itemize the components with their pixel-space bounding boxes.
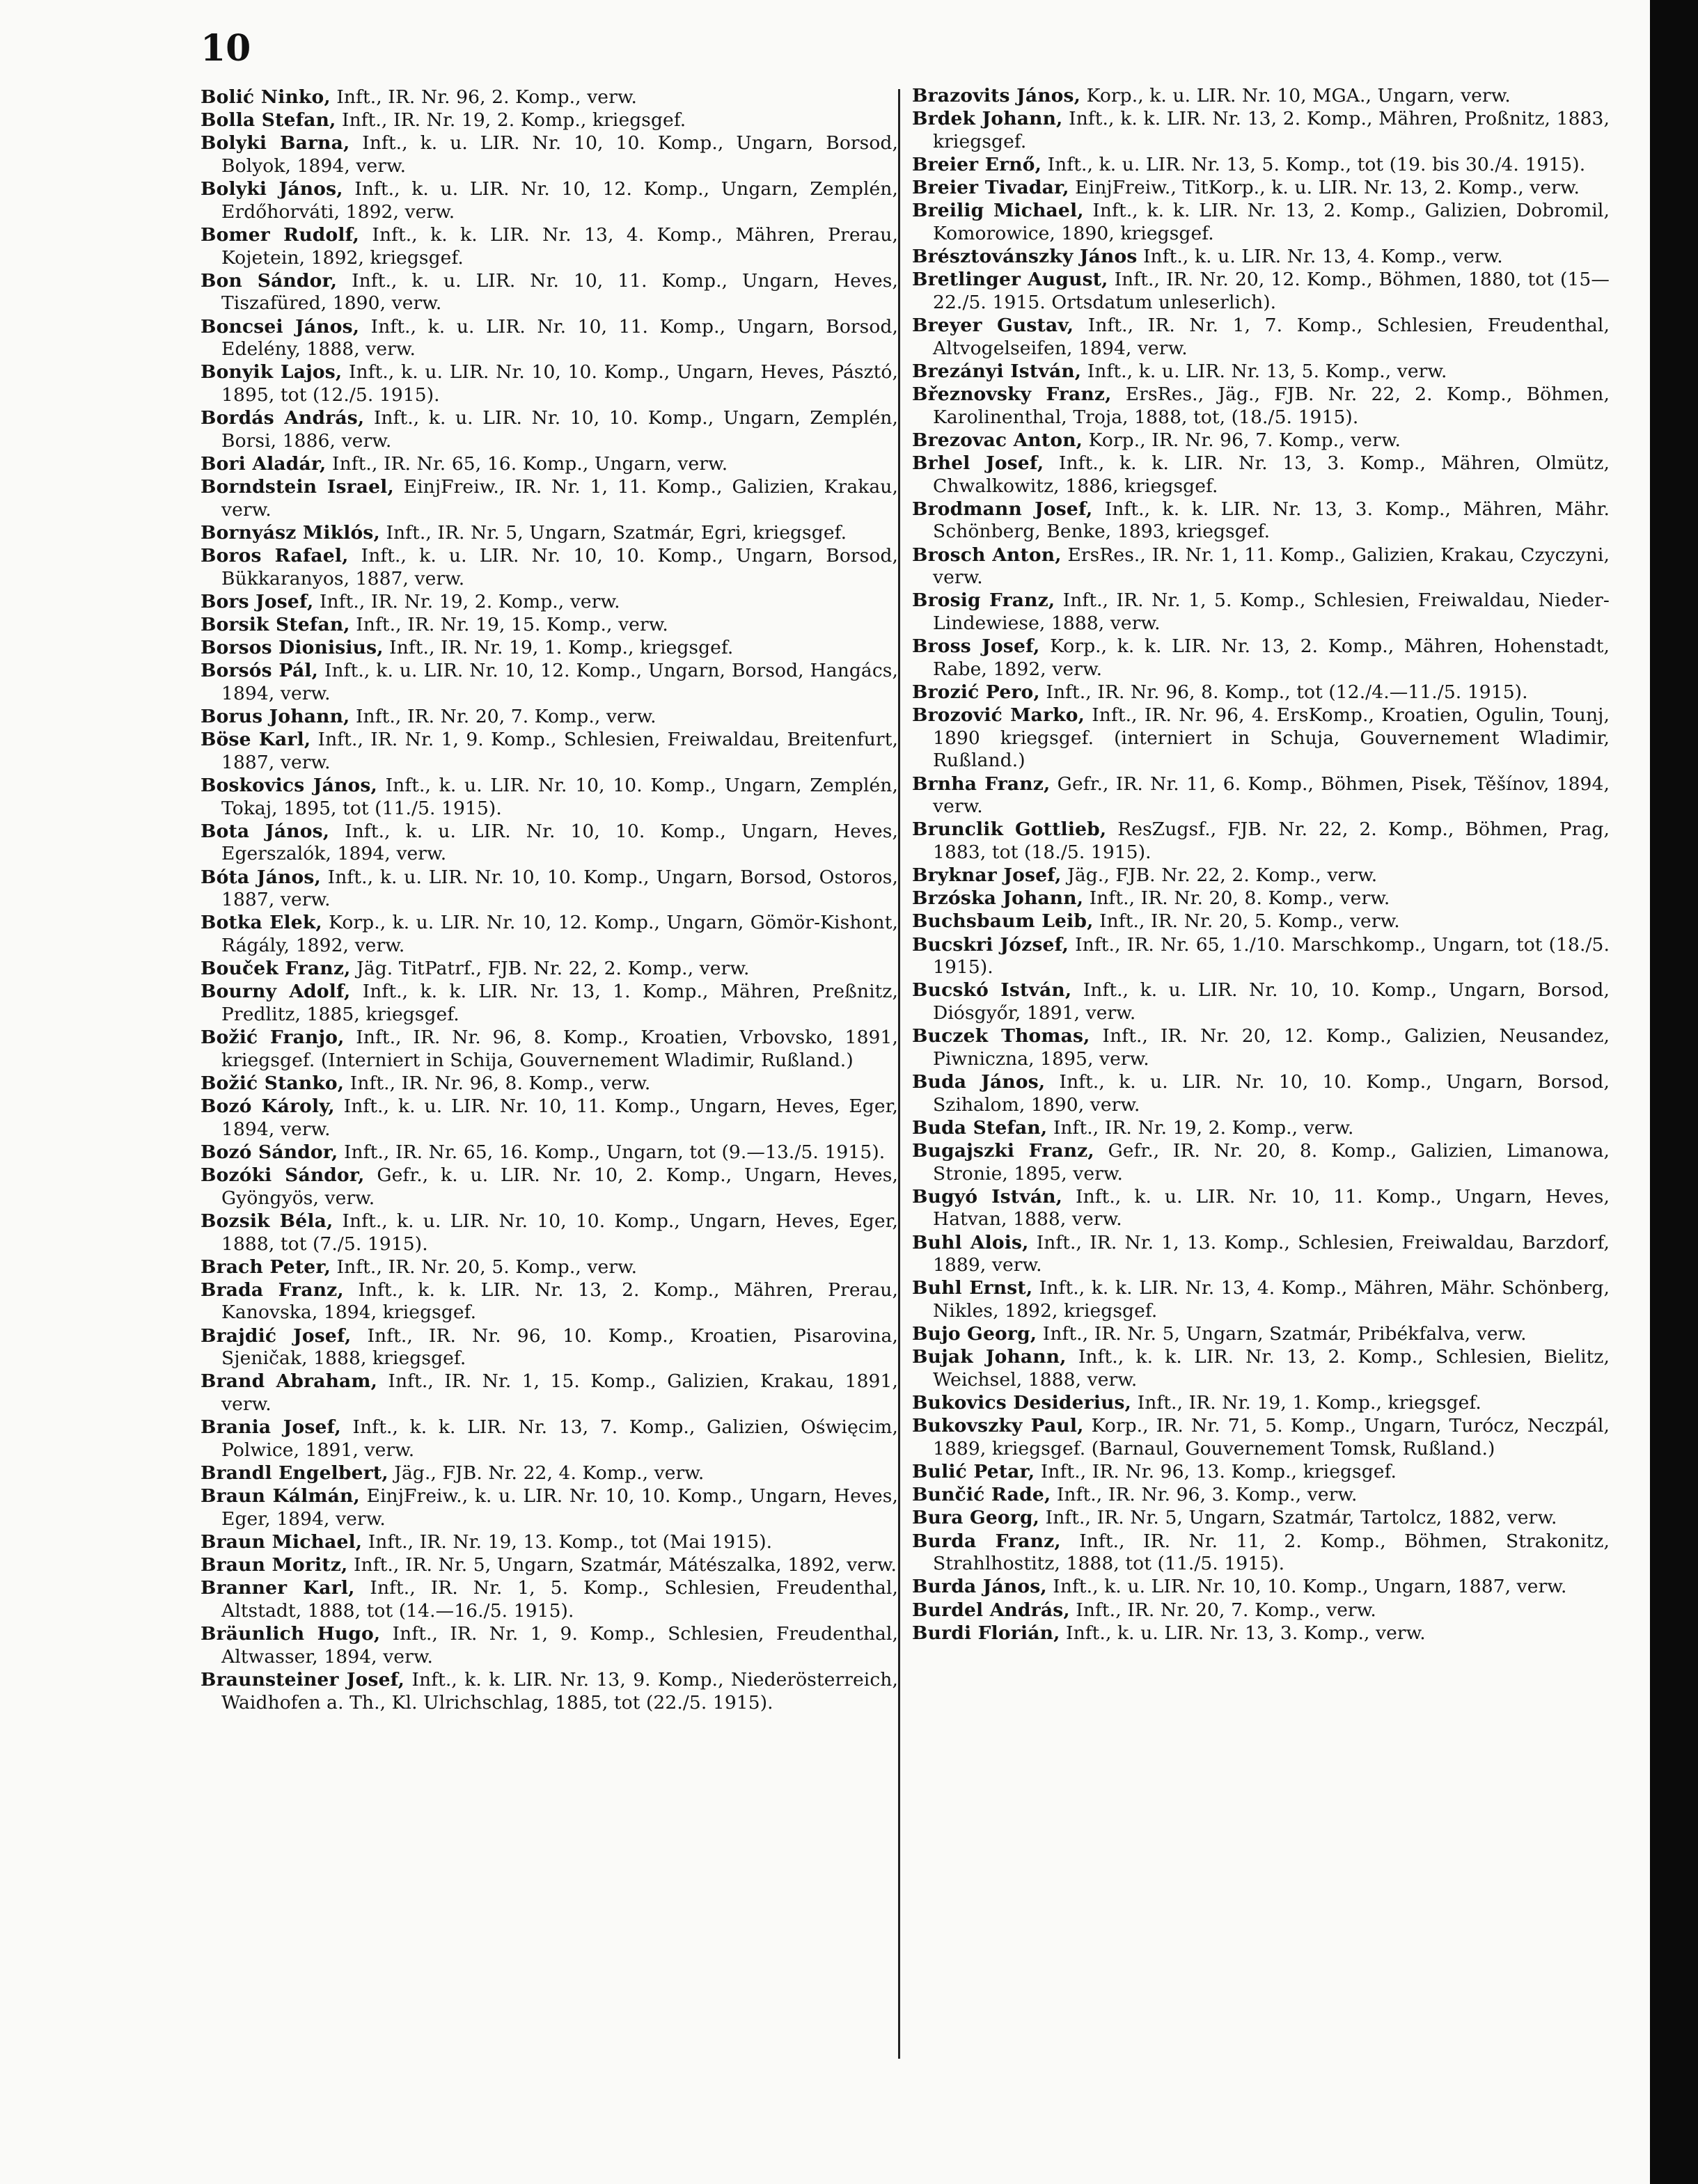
entry-name: Borsos Dionisius, [201,637,384,659]
register-entry [912,1484,1610,1507]
register-entry [912,1507,1610,1530]
entry-name: Braun Michael, [201,1530,363,1553]
entry-name: Bretlinger August, [912,269,1108,291]
register-entry [912,1576,1610,1599]
entry-details: Inft., IR. Nr. 96, 8. Komp., tot (12./4.—11./5. 1915). [1039,681,1528,703]
register-entry [201,132,898,177]
entry-name: Braun Moritz, [201,1554,348,1576]
entry-name: Brania Josef, [201,1416,341,1439]
register-entry [201,637,898,660]
entry-details: Inft., k. u. LIR. Nr. 10, 10. Komp., Ungarn, Borsod, Diósgyőr, 1891, verw. [933,979,1610,1024]
entry-details: Jäg., FJB. Nr. 22, 4. Komp., verw. [388,1462,705,1484]
register-entry [912,177,1610,200]
entry-details: Inft., k. k. LIR. Nr. 13, 2. Komp., Schlesien, Bielitz, Weichsel, 1888, verw. [933,1346,1610,1391]
entry-details: Korp., IR. Nr. 71, 5. Komp., Ungarn, Turócz, Neczpál, 1889, kriegsgef. (Barnaul, Gouvernement Tomsk, Rußland.) [933,1415,1610,1459]
entry-name: Bucskri József, [912,933,1069,956]
entry-name: Borsik Stefan, [201,613,350,635]
entry-name: Brzóska Johann, [912,887,1084,910]
register-entry [201,1073,898,1095]
entry-name: Borus Johann, [201,706,350,728]
entry-details: Inft., k. u. LIR. Nr. 10, 10. Komp., Ungarn, Heves, Eger, 1888, tot (7./5. 1915). [221,1210,898,1255]
register-entry [201,729,898,774]
register-entry [912,887,1610,910]
register-entry [201,224,898,269]
register-entry [912,773,1610,818]
register-entry [912,1392,1610,1415]
entry-details: Inft., k. k. LIR. Nr. 13, 2. Komp., Mähren, Proßnitz, 1883, kriegsgef. [933,108,1610,152]
entry-name: Braun Kálmán, [201,1485,360,1508]
register-entry [201,86,898,109]
entry-name: Bota János, [201,820,330,842]
register-entry [912,1186,1610,1231]
entry-name: Bozó Károly, [201,1095,335,1118]
register-entry [201,1256,898,1279]
register-entry [912,704,1610,773]
entry-name: Božić Franjo, [201,1027,345,1049]
entry-details: Inft., k. u. LIR. Nr. 10, 12. Komp., Ungarn, Borsod, Hangács, 1894, verw. [221,660,898,704]
register-entry [201,1485,898,1530]
register-entry [912,934,1610,979]
entry-name: Brnha Franz, [912,773,1051,795]
register-entry [201,981,898,1026]
entry-name: Brezovac Anton, [912,429,1083,451]
entry-details: EinjFreiw., TitKorp., k. u. LIR. Nr. 13, 2. Komp., verw. [1069,177,1580,199]
register-entry [201,476,898,521]
register-entry [201,1164,898,1210]
entry-details: Inft., IR. Nr. 5, Ungarn, Szatmár, Tartolcz, 1882, verw. [1039,1507,1557,1529]
register-entry [912,1346,1610,1391]
register-entry [912,818,1610,864]
entry-details: Inft., IR. Nr. 19, 15. Komp., verw. [349,613,668,635]
entry-name: Brand Abraham, [201,1370,378,1393]
register-entry [201,109,898,132]
entry-name: Bross Josef, [912,635,1040,658]
entry-name: Brezányi István, [912,360,1082,382]
entry-details: Inft., IR. Nr. 19, 1. Komp., kriegsgef. [383,637,734,659]
entry-details: Inft., IR. Nr. 19, 13. Komp., tot (Mai 1915). [362,1530,773,1553]
entry-name: Bolyki János, [201,178,343,200]
entry-details: Inft., k. u. LIR. Nr. 10, 10. Komp., Ungarn, Zemplén, Borsi, 1886, verw. [221,407,898,452]
register-entry [912,681,1610,704]
register-entry [912,544,1610,589]
entry-details: Inft., IR. Nr. 1, 13. Komp., Schlesien, Freiwaldau, Barzdorf, 1889, verw. [933,1231,1610,1276]
register-entry [912,154,1610,177]
register-entry [912,1232,1610,1277]
register-entry [912,1117,1610,1140]
entry-details: Inft., IR. Nr. 20, 7. Komp., verw. [1069,1599,1376,1621]
entry-name: Brosch Anton, [912,544,1062,566]
entry-name: Bujo Georg, [912,1323,1037,1345]
entry-details: Inft., k. k. LIR. Nr. 13, 3. Komp., Mähren, Olmütz, Chwalkowitz, 1886, kriegsgef. [933,452,1610,497]
entry-details: Inft., k. u. LIR. Nr. 10, 11. Komp., Ungarn, Heves, Eger, 1894, verw. [221,1095,898,1140]
register-entry [912,498,1610,544]
entry-name: Brada Franz, [201,1279,344,1301]
register-entry [201,1279,898,1324]
register-entry [201,1462,898,1485]
entry-details: Inft., IR. Nr. 5, Ungarn, Szatmár, Pribékfalva, verw. [1037,1323,1527,1345]
entry-details: Gefr., k. u. LIR. Nr. 10, 2. Komp., Ungarn, Heves, Gyöngyös, verw. [221,1164,898,1209]
register-entry [201,821,898,866]
entry-details: Inft., IR. Nr. 5, Ungarn, Szatmár, Mátészalka, 1892, verw. [347,1554,897,1576]
register-entry [201,270,898,315]
register-entry [201,522,898,545]
entry-name: Boskovics János, [201,775,377,797]
entry-name: Breyer Gustav, [912,315,1074,337]
register-entry [201,867,898,912]
register-entry [912,1415,1610,1460]
entry-name: Brunclik Gottlieb, [912,818,1107,841]
entry-name: Brosig Franz, [912,589,1055,612]
entry-details: Inft., IR. Nr. 96, 13. Komp., kriegsgef. [1035,1461,1397,1482]
register-entry [201,1623,898,1668]
entry-name: Boncsei János, [201,315,360,338]
entry-name: Bura Georg, [912,1507,1040,1529]
register-entry [201,1141,898,1164]
entry-name: Bon Sándor, [201,269,338,292]
entry-details: Inft., k. k. LIR. Nr. 13, 7. Komp., Galizien, Oświęcim, Polwice, 1891, verw. [221,1416,898,1461]
entry-name: Buda János, [912,1070,1046,1093]
entry-name: Borndstein Israel, [201,476,394,498]
entry-details: Inft., k. k. LIR. Nr. 13, 1. Komp., Mähren, Preßnitz, Predlitz, 1885, kriegsgef. [221,981,898,1025]
register-entry [912,383,1610,429]
entry-name: Brazovits János, [912,85,1081,106]
register-entry [912,429,1610,452]
register-entry [912,1599,1610,1622]
entry-details: Gefr., IR. Nr. 20, 8. Komp., Galizien, Limanowa, Stronie, 1895, verw. [933,1139,1610,1185]
entry-name: Bryknar Josef, [912,864,1062,887]
entry-name: Burda János, [912,1576,1047,1598]
entry-name: Breier Ernő, [912,153,1042,175]
entry-name: Buda Stefan, [912,1116,1048,1139]
entry-name: Burdi Florián, [912,1622,1060,1644]
register-entry [201,453,898,476]
entry-details: Jäg. TitPatrf., FJB. Nr. 22, 2. Komp., verw. [350,958,750,980]
entry-name: Bujak Johann, [912,1346,1067,1368]
entry-details: Inft., IR. Nr. 1, 5. Komp., Schlesien, Freudenthal, Altstadt, 1888, tot (14.—16./5. 1915). [221,1577,898,1622]
entry-name: Bozó Sándor, [201,1141,338,1163]
entry-details: Korp., k. u. LIR. Nr. 10, 12. Komp., Ungarn, Gömör-Kishont, Rágály, 1892, verw. [221,912,898,957]
entry-details: Inft., k. u. LIR. Nr. 10, 10. Komp., Ungarn, Heves, Egerszalók, 1894, verw. [221,820,898,865]
register-entry [201,1370,898,1416]
register-entry [201,1669,898,1714]
entry-details: Jäg., FJB. Nr. 22, 2. Komp., verw. [1061,864,1378,887]
register-entry [912,1622,1610,1645]
register-entry [201,361,898,406]
entry-name: Brach Peter, [201,1256,331,1278]
register-entry [912,85,1610,108]
entry-details: Inft., IR. Nr. 65, 16. Komp., Ungarn, verw. [326,452,728,475]
entry-name: Bugyó István, [912,1185,1063,1208]
register-entry [201,178,898,223]
register-entry [912,1071,1610,1116]
entry-details: Inft., k. u. LIR. Nr. 13, 4. Komp., verw. [1137,246,1503,268]
entry-name: Breilig Michael, [912,200,1084,222]
entry-name: Borsós Pál, [201,660,319,682]
entry-details: Korp., k. k. LIR. Nr. 13, 2. Komp., Mähren, Hohenstadt, Rabe, 1892, verw. [933,635,1610,680]
entry-name: Bolyki Barna, [201,132,350,155]
entry-details: Inft., k. k. LIR. Nr. 13, 2. Komp., Mähren, Prerau, Kanovska, 1894, kriegsgef. [221,1279,898,1324]
register-entry [912,1461,1610,1484]
entry-details: Inft., IR. Nr. 20, 5. Komp., verw. [1093,910,1400,933]
entry-details: Inft., k. u. LIR. Nr. 10, 10. Komp., Ungarn, Heves, Pásztó, 1895, tot (12./5. 1915). [221,361,898,406]
entry-details: Inft., IR. Nr. 11, 2. Komp., Böhmen, Strakonitz, Strahlhostitz, 1888, tot (11./5. 1915). [933,1530,1610,1575]
entry-name: Bolić Ninko, [201,86,331,108]
register-entry [201,1531,898,1554]
entry-details: Inft., k. k. LIR. Nr. 13, 9. Komp., Niederösterreich, Waidhofen a. Th., Kl. Ulrichschlag, 1885, tot (22./5. 1915). [221,1668,898,1714]
register-entry [912,452,1610,498]
entry-details: Inft., IR. Nr. 96, 8. Komp., Kroatien, Vrbovsko, 1891, kriegsgef. (Interniert in Schija, Gouvernement Wladimir, Rußland.) [221,1027,898,1071]
entry-details: Inft., IR. Nr. 19, 2. Komp., verw. [313,590,620,612]
entry-details: Inft., k. u. LIR. Nr. 13, 5. Komp., tot (19. bis 30./4. 1915). [1041,153,1586,175]
right-column [912,85,1610,1645]
entry-name: Bukovics Desiderius, [912,1392,1132,1414]
register-entry [912,1277,1610,1322]
register-entry [201,1325,898,1370]
entry-name: Bucskó István, [912,979,1072,1002]
register-entry [201,706,898,729]
entry-name: Bolla Stefan, [201,109,336,132]
entry-details: Inft., IR. Nr. 65, 1./10. Marschkomp., Ungarn, tot (18./5. 1915). [933,933,1610,979]
left-column [201,86,898,1715]
entry-name: Božić Stanko, [201,1072,345,1094]
entry-name: Buchsbaum Leib, [912,910,1094,933]
entry-details: Gefr., IR. Nr. 11, 6. Komp., Böhmen, Pisek, Těšínov, 1894, verw. [933,773,1610,818]
register-entry [912,361,1610,383]
entry-name: Burdel András, [912,1599,1070,1621]
entry-details: Inft., IR. Nr. 65, 16. Komp., Ungarn, tot (9.—13./5. 1915). [338,1141,886,1163]
register-entry [201,407,898,452]
entry-details: Inft., k. u. LIR. Nr. 10, 12. Komp., Ungarn, Zemplén, Erdőhorváti, 1892, verw. [221,178,898,223]
entry-name: Buczek Thomas, [912,1025,1090,1047]
entry-details: ErsRes., Jäg., FJB. Nr. 22, 2. Komp., Böhmen, Karolinenthal, Troja, 1888, tot, (18./5. 1915). [933,383,1610,428]
entry-name: Bunčić Rade, [912,1484,1051,1506]
entry-name: Bonyik Lajos, [201,361,343,383]
register-entry [912,108,1610,153]
entry-name: Březnovsky Franz, [912,383,1112,406]
register-entry [201,775,898,820]
page-number: 10 [201,27,251,70]
entry-name: Böse Karl, [201,729,311,751]
entry-details: Inft., k. k. LIR. Nr. 13, 3. Komp., Mähren, Mähr. Schönberg, Benke, 1893, kriegsgef. [933,498,1610,543]
entry-name: Branner Karl, [201,1577,355,1599]
entry-details: Inft., IR. Nr. 1, 15. Komp., Galizien, Krakau, 1891, verw. [221,1370,898,1416]
entry-details: Inft., k. k. LIR. Nr. 13, 2. Komp., Galizien, Dobromil, Komorowice, 1890, kriegsgef. [933,200,1610,244]
entry-name: Bozsik Béla, [201,1210,333,1232]
entry-details: Inft., IR. Nr. 96, 8. Komp., verw. [344,1072,651,1094]
register-entry [912,1140,1610,1185]
entry-details: Inft., k. u. LIR. Nr. 13, 3. Komp., verw. [1060,1622,1426,1644]
entry-name: Buhl Alois, [912,1231,1029,1253]
entry-details: Inft., k. u. LIR. Nr. 13, 5. Komp., verw. [1081,360,1447,382]
register-entry [201,660,898,705]
entry-details: Inft., k. u. LIR. Nr. 10, 10. Komp., Ungarn, Borsod, Ostoros, 1887, verw. [221,866,898,911]
entry-details: Inft., IR. Nr. 1, 9. Komp., Schlesien, Freudenthal, Altwasser, 1894, verw. [221,1623,898,1668]
register-entry [201,1554,898,1577]
entry-details: Inft., IR. Nr. 96, 2. Komp., verw. [330,86,638,108]
register-entry [912,315,1610,360]
entry-name: Brozović Marko, [912,704,1085,727]
entry-name: Bouček Franz, [201,958,351,980]
register-entry [201,1416,898,1462]
register-entry [201,1095,898,1141]
entry-details: Inft., IR. Nr. 20, 7. Komp., verw. [349,706,657,728]
entry-details: Inft., IR. Nr. 5, Ungarn, Szatmár, Egri, kriegsgef. [379,521,847,544]
entry-name: Bukovszky Paul, [912,1415,1084,1437]
register-entry [201,958,898,981]
entry-name: Bornyász Miklós, [201,521,380,544]
entry-details: Inft., IR. Nr. 19, 1. Komp., kriegsgef. [1131,1392,1481,1414]
entry-details: Inft., IR. Nr. 1, 5. Komp., Schlesien, Freiwaldau, Nieder-Lindewiese, 1888, verw. [933,589,1610,634]
entry-name: Braunsteiner Josef, [201,1668,405,1691]
scan-edge [1650,0,1698,2184]
register-entry [912,269,1610,314]
register-entry [201,614,898,637]
entry-name: Bozóki Sándor, [201,1164,365,1187]
entry-details: EinjFreiw., k. u. LIR. Nr. 10, 10. Komp., Ungarn, Heves, Eger, 1894, verw. [221,1485,898,1530]
entry-name: Brodmann Josef, [912,498,1093,520]
entry-details: Inft., IR. Nr. 96, 10. Komp., Kroatien, Pisarovina, Sjeničak, 1888, kriegsgef. [221,1324,898,1370]
entry-name: Breier Tivadar, [912,177,1069,199]
entry-details: Inft., IR. Nr. 96, 3. Komp., verw. [1051,1484,1358,1506]
entry-name: Brozić Pero, [912,681,1040,703]
entry-details: Inft., k. k. LIR. Nr. 13, 4. Komp., Mähren, Mähr. Schönberg, Nikles, 1892, kriegsgef. [933,1277,1610,1322]
entry-details: Inft., k. u. LIR. Nr. 10, 10. Komp., Ungarn, Borsod, Szihalom, 1890, verw. [933,1070,1610,1116]
entry-details: Inft., IR. Nr. 19, 2. Komp., verw. [1047,1116,1354,1139]
register-entry [201,545,898,590]
register-entry [912,1025,1610,1070]
entry-details: Inft., IR. Nr. 1, 7. Komp., Schlesien, Freudenthal, Altvogelseifen, 1894, verw. [933,315,1610,359]
entry-name: Botka Elek, [201,912,322,934]
entry-name: Bordás András, [201,407,365,429]
entry-name: Bóta János, [201,866,321,888]
entry-details: Inft., IR. Nr. 20, 5. Komp., verw. [331,1256,638,1278]
entry-name: Brésztovánszky János [912,246,1138,268]
entry-details: Inft., IR. Nr. 20, 12. Komp., Galizien, Neusandez, Piwniczna, 1895, verw. [933,1025,1610,1070]
entry-name: Bori Aladár, [201,452,327,475]
entry-details: Korp., k. u. LIR. Nr. 10, MGA., Ungarn, verw. [1080,85,1511,106]
entry-name: Brajdić Josef, [201,1324,352,1347]
entry-details: EinjFreiw., IR. Nr. 1, 11. Komp., Galizien, Krakau, verw. [221,476,898,521]
register-entry [912,979,1610,1024]
entry-details: ErsRes., IR. Nr. 1, 11. Komp., Galizien, Krakau, Czyczyni, verw. [933,544,1610,589]
entry-name: Bugajszki Franz, [912,1139,1094,1162]
column-divider [898,89,900,2059]
entry-name: Bourny Adolf, [201,981,351,1003]
entry-name: Bors Josef, [201,590,314,612]
entry-details: ResZugsf., FJB. Nr. 22, 2. Komp., Böhmen, Prag, 1883, tot (18./5. 1915). [933,818,1610,863]
register-entry [912,246,1610,269]
entry-details: Inft., k. u. LIR. Nr. 10, 11. Komp., Ungarn, Borsod, Edelény, 1888, verw. [221,315,898,361]
register-entry [912,635,1610,681]
register-entry [912,910,1610,933]
register-entry [201,1577,898,1622]
register-entry [201,912,898,957]
register-entry [201,1027,898,1072]
entry-name: Brandl Engelbert, [201,1462,388,1484]
register-entry [201,591,898,614]
entry-details: Inft., k. u. LIR. Nr. 10, 10. Komp., Ungarn, Borsod, Bolyok, 1894, verw. [221,132,898,177]
register-entry [912,864,1610,887]
entry-name: Bomer Rudolf, [201,223,360,246]
entry-details: Inft., IR. Nr. 1, 9. Komp., Schlesien, Freiwaldau, Breitenfurt, 1887, verw. [221,729,898,773]
entry-details: Inft., k. k. LIR. Nr. 13, 4. Komp., Mähren, Prerau, Kojetein, 1892, kriegsgef. [221,223,899,269]
entry-name: Buhl Ernst, [912,1277,1033,1299]
entry-details: Inft., IR. Nr. 20, 8. Komp., verw. [1083,887,1390,910]
entry-name: Brhel Josef, [912,452,1044,475]
entry-details: Inft., IR. Nr. 19, 2. Komp., kriegsgef. [336,109,686,132]
register-entry [201,1210,898,1256]
register-entry [912,200,1610,245]
entry-details: Inft., k. u. LIR. Nr. 10, 11. Komp., Ungarn, Heves, Tiszafüred, 1890, verw. [221,269,898,315]
entry-name: Burda Franz, [912,1530,1061,1552]
entry-details: Inft., IR. Nr. 20, 12. Komp., Böhmen, 1880, tot (15—22./5. 1915. Ortsdatum unleserlich). [933,269,1610,313]
register-entry [912,1530,1610,1576]
entry-details: Inft., k. u. LIR. Nr. 10, 10. Komp., Ungarn, Borsod, Bükkaranyos, 1887, verw. [221,545,898,589]
entry-details: Inft., IR. Nr. 96, 4. ErsKomp., Kroatien, Ogulin, Tounj, 1890 kriegsgef. (interniert in Schuja, Gouvernement Wladimir, Rußland.) [933,704,1610,772]
entry-name: Brdek Johann, [912,108,1063,130]
entry-name: Bräunlich Hugo, [201,1623,381,1645]
entry-details: Inft., k. u. LIR. Nr. 10, 10. Komp., Ungarn, Zemplén, Tokaj, 1895, tot (11./5. 1915). [221,775,898,819]
entry-details: Inft., k. u. LIR. Nr. 10, 10. Komp., Ungarn, 1887, verw. [1046,1576,1567,1598]
entry-name: Boros Rafael, [201,545,349,567]
register-entry [912,589,1610,635]
entry-name: Bulić Petar, [912,1461,1035,1482]
entry-details: Inft., k. u. LIR. Nr. 10, 11. Komp., Ungarn, Heves, Hatvan, 1888, verw. [933,1185,1610,1231]
register-entry [201,316,898,361]
entry-details: Korp., IR. Nr. 96, 7. Komp., verw. [1083,429,1401,451]
register-entry [912,1323,1610,1346]
